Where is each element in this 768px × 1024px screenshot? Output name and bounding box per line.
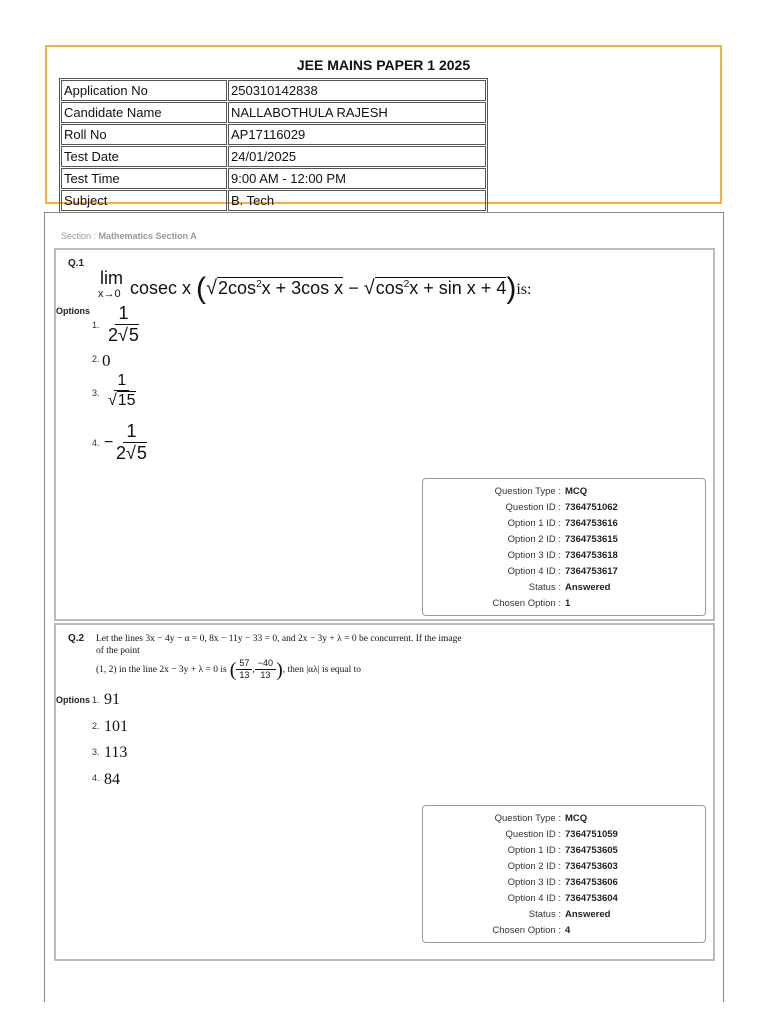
info-row: [61, 146, 486, 167]
options-label: Options: [56, 695, 90, 705]
info-row: [61, 190, 486, 211]
lim-text: lim: [100, 268, 123, 288]
info-label: Candidate Name: [61, 102, 227, 123]
info-label: Subject: [61, 190, 227, 211]
info-row: [61, 124, 486, 145]
info-label: Test Date: [61, 146, 227, 167]
info-row: [61, 102, 486, 123]
info-value: NALLABOTHULA RAJESH: [228, 102, 486, 123]
info-value: 9:00 AM - 12:00 PM: [228, 168, 486, 189]
limit-expression: cosec x ($√2\cos^2x + 3\cos$ $x - √\cos^2x + \sin x + 4)is$:: [130, 272, 532, 305]
info-value: 250310142838: [228, 80, 486, 101]
question-card-1: Q.1 lim x→0 cosec x ($√2\cos^2x + 3\cos$ $x - √\cos^2x + \sin x + 4)is$: Options 1. $\frac{1}{2√5}$ 2. 0 3. $\frac{1}{√15}$ 4. − $\frac{1}{2√5}$ Question Type : MCQ Question ID : 7364751062 Option 1 ID : 7364753616 Option 2 ID : 7364753615 Option 3 ID : 7364753618 Option 4 ID : 7364753617 Status : Answered Chosen Option : 1: [54, 248, 715, 621]
question-number: Q.1: [68, 258, 85, 269]
info-label: Test Time: [61, 168, 227, 189]
info-label: Application No: [61, 80, 227, 101]
section-label: Section : Mathematics Section A: [61, 231, 197, 241]
info-value: B. Tech: [228, 190, 486, 211]
info-value: AP17116029: [228, 124, 486, 145]
question-meta-box: Question Type : MCQ Question ID : 7364751059 Option 1 ID : 7364753605 Option 2 ID : 7364753603 Option 3 ID : 7364753606 Option 4 ID : 7364753604 Status : Answered Chosen Option : 4: [422, 805, 706, 943]
candidate-info-panel: [45, 45, 722, 208]
lim-subscript: x→0: [98, 288, 121, 300]
info-value: 24/01/2025: [228, 146, 486, 167]
question-text: [96, 264, 536, 306]
info-label: Roll No: [61, 124, 227, 145]
candidate-info-table: [59, 78, 488, 213]
paper-title: JEE MAINS PAPER 1 2025: [296, 57, 471, 73]
info-row: [61, 168, 486, 189]
question-number: Q.2: [68, 633, 85, 644]
question-meta-box: Question Type : MCQ Question ID : 7364751062 Option 1 ID : 7364753616 Option 2 ID : 7364753615 Option 3 ID : 7364753618 Option 4 ID : 7364753617 Status : Answered Chosen Option : 1: [422, 478, 706, 616]
question-text: Let the lines 3x − 4y − α = 0, 8x − 11y − 33 = 0, and 2x − 3y + λ = 0 be concurrent. If the image of the point (1, 2) in the line 2x − 3y + λ = 0 is ( $\frac{57}{13}$ , $\frac{-40}{13}$ ) , then |αλ| is equal to: [96, 634, 462, 681]
question-panel: [44, 212, 724, 1002]
options-label: Options: [56, 306, 90, 316]
info-row: [61, 80, 486, 101]
question-card-2: Q.2 Let the lines 3x − 4y − α = 0, 8x − 11y − 33 = 0, and 2x − 3y + λ = 0 be concurrent. If the image of the point (1, 2) in the line 2x − 3y + λ = 0 is ( $\frac{57}{13}$ , $\frac{-40}{13}$ ) , then |αλ| is equal to Options 1. 91 2. 101 3. 113 4. 84 Question Type : MCQ Question ID : 7364751059 Option 1 ID : 7364753605 Option 2 ID : 7364753603 Option 3 ID : 7364753606 Option 4 ID : 7364753604 Status : Answered Chosen Option : 4: [54, 623, 715, 961]
